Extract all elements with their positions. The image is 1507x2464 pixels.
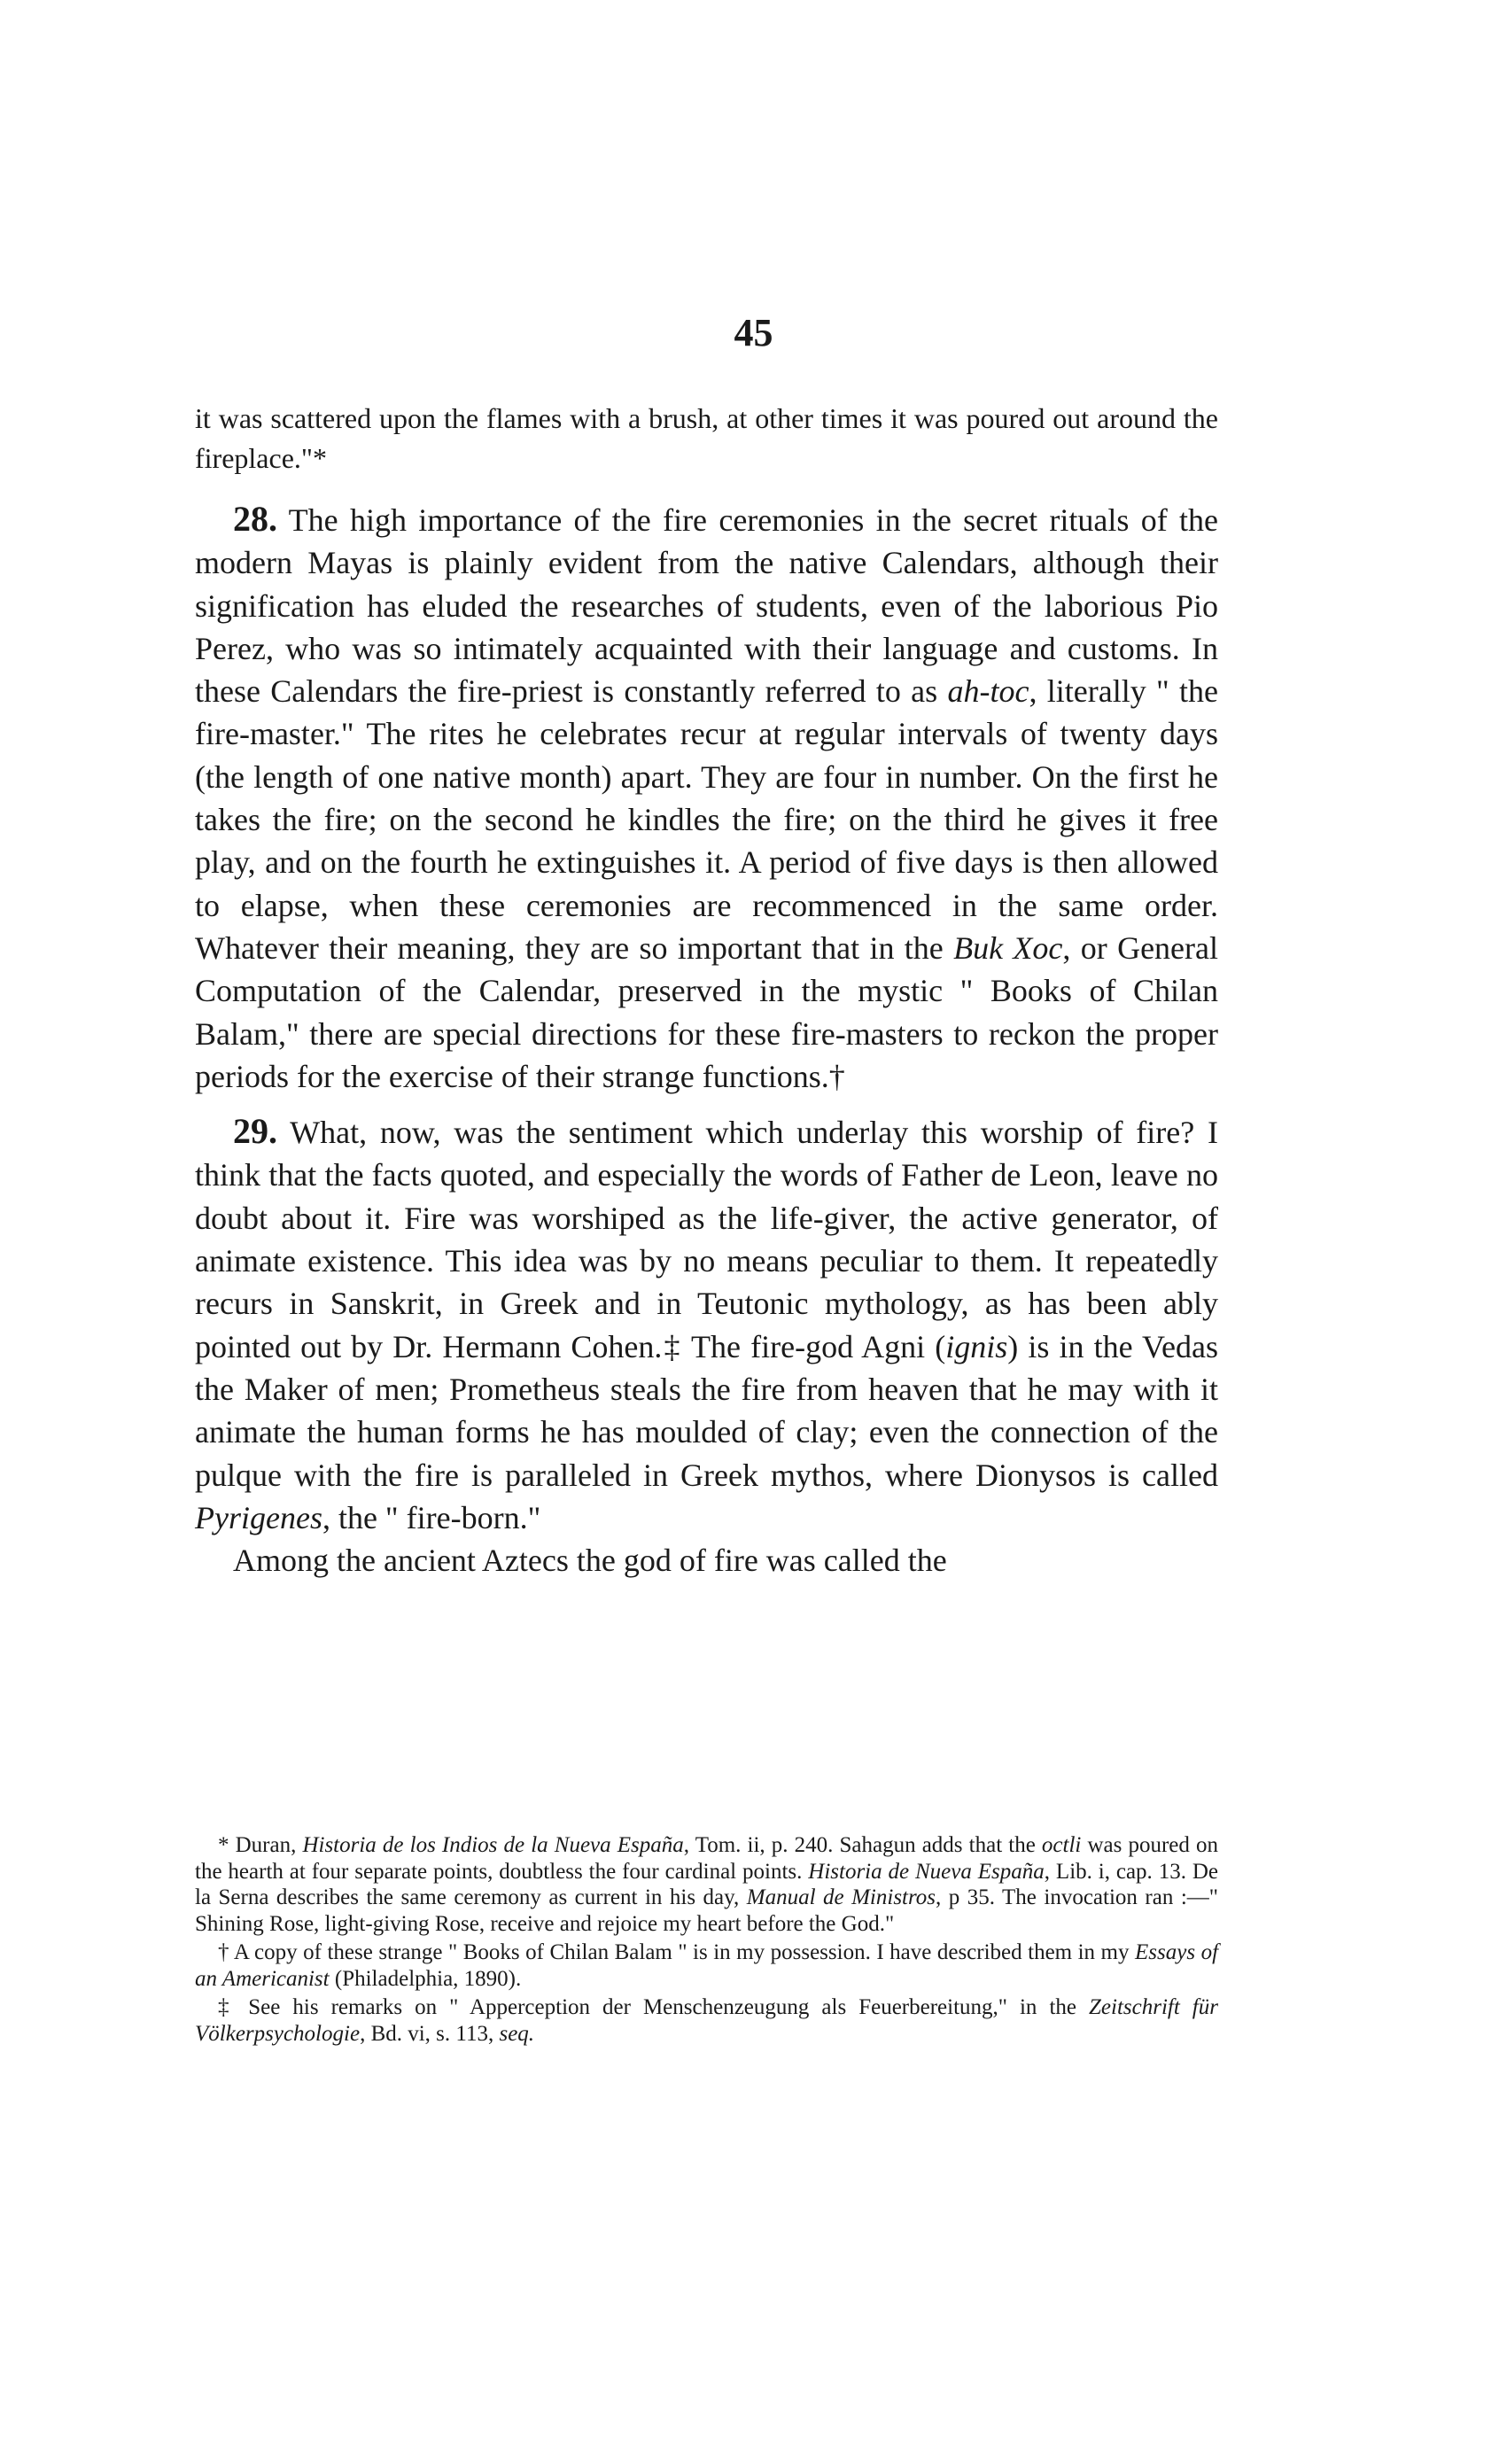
footnote-2 (195, 1939, 1218, 1992)
text-run: , the " fire-born." (322, 1499, 541, 1535)
italic-title: Historia de Nueva España (808, 1859, 1045, 1884)
paragraph-29 (195, 1110, 1218, 1539)
text-run: , literally " the fire-master." The rites he celebrates recur at regular intervals of twenty days (the length of one native month) apart. They are four in number. On the first he takes the fire; on the second he kindles the fire; on the third he gives it free play, and on the fourth he extinguishes it. A period of five days is then allowed to elapse, when these ceremonies are recommenced in the same order. Whatever their meaning, they are so important that in the (195, 673, 1218, 966)
italic-term: octli (1041, 1833, 1082, 1857)
italic-title: Zeitschrift für Völkerpsychologie (195, 1995, 1218, 2046)
section-number: 29. (233, 1111, 277, 1152)
text-run: The high importance of the fire ceremonies in the secret rituals of the modern Mayas is plainly evident from the native Calendars, although their signification has eluded the researches of students, even of the laborious Pio Perez, who was so intimately acquainted with their language and customs. In these Calendars the fire-priest is constantly referred to as (195, 502, 1218, 710)
text-run: , or General Computation of the Calendar, preserved in the mystic " Books of Chilan Balam," there are special directions for these fire-masters to reckon the proper periods for the exercise of their strange functions.† (195, 929, 1218, 1094)
text-run: (Philadelphia, 1890). (329, 1966, 522, 1991)
italic-term: Buk Xoc (953, 929, 1063, 966)
italic-term: Pyrigenes (195, 1499, 322, 1535)
footnote-1 (195, 1832, 1218, 1937)
text-run: * Duran, (218, 1833, 303, 1857)
italic-title: Manual de Ministros (746, 1885, 936, 1909)
text-run: ‡ See his remarks on " Apperception der Menschenzeugung als Feuerbereitung," in the (218, 1995, 1090, 2019)
italic-term: ignis (945, 1328, 1008, 1364)
italic-term: ah-toc (947, 673, 1029, 710)
text-run: What, now, was the sentiment which underlay this worship of fire? I think that the facts quoted, and especially the words of Father de Leon, leave no doubt about it. Fire was worshiped as the life-giver, the active generator, of animate existence. This idea was by no means peculiar to them. It repeatedly recurs in Sanskrit, in Greek and in Teutonic mythology, as has been ably pointed out by Dr. Hermann Cohen.‡ The fire-god Agni ( (195, 1115, 1218, 1364)
text-run: , Lib. i, cap. 13. De la Serna describes the same ceremony as current in his day, (195, 1859, 1218, 1909)
paragraph-aztecs: Among the ancient Aztecs the god of fire was called the (233, 1543, 947, 1579)
text-run: was poured on the hearth at four separate points, doubtless the four cardinal points. (195, 1833, 1218, 1884)
text-run: ) is in the Vedas the Maker of men; Prometheus steals the fire from heaven that he may with it animate the human forms he has moulded of clay; even the connection of the pulque with the fire is paralleled in Greek mythos, where Dionysos is called (195, 1328, 1218, 1493)
italic-title: Essays of an Americanist (195, 1940, 1219, 1991)
italic-term: seq. (499, 2021, 535, 2046)
text-run: , Bd. vi, s. 113, (360, 2021, 500, 2046)
footnote-3 (195, 1994, 1218, 2047)
page-number: 45 (734, 311, 773, 354)
section-number: 28. (233, 499, 277, 539)
paragraph-28 (195, 498, 1218, 1098)
footnotes (195, 1832, 1218, 2047)
body-text (195, 498, 1218, 1582)
text-run: , Tom. ii, p. 240. Sahagun adds that the (683, 1833, 1042, 1857)
continuation-text: it was scattered upon the flames with a brush, at other times it was poured out around the fireplace."* (195, 402, 1218, 474)
text-run: , p 35. The invocation ran :—" Shining Rose, light-giving Rose, receive and rejoice my heart before the God." (195, 1885, 1218, 1936)
text-run: † A copy of these strange " Books of Chilan Balam " is in my possession. I have described them in my (218, 1940, 1136, 1964)
italic-title: Historia de los Indios de la Nueva España (302, 1833, 684, 1857)
